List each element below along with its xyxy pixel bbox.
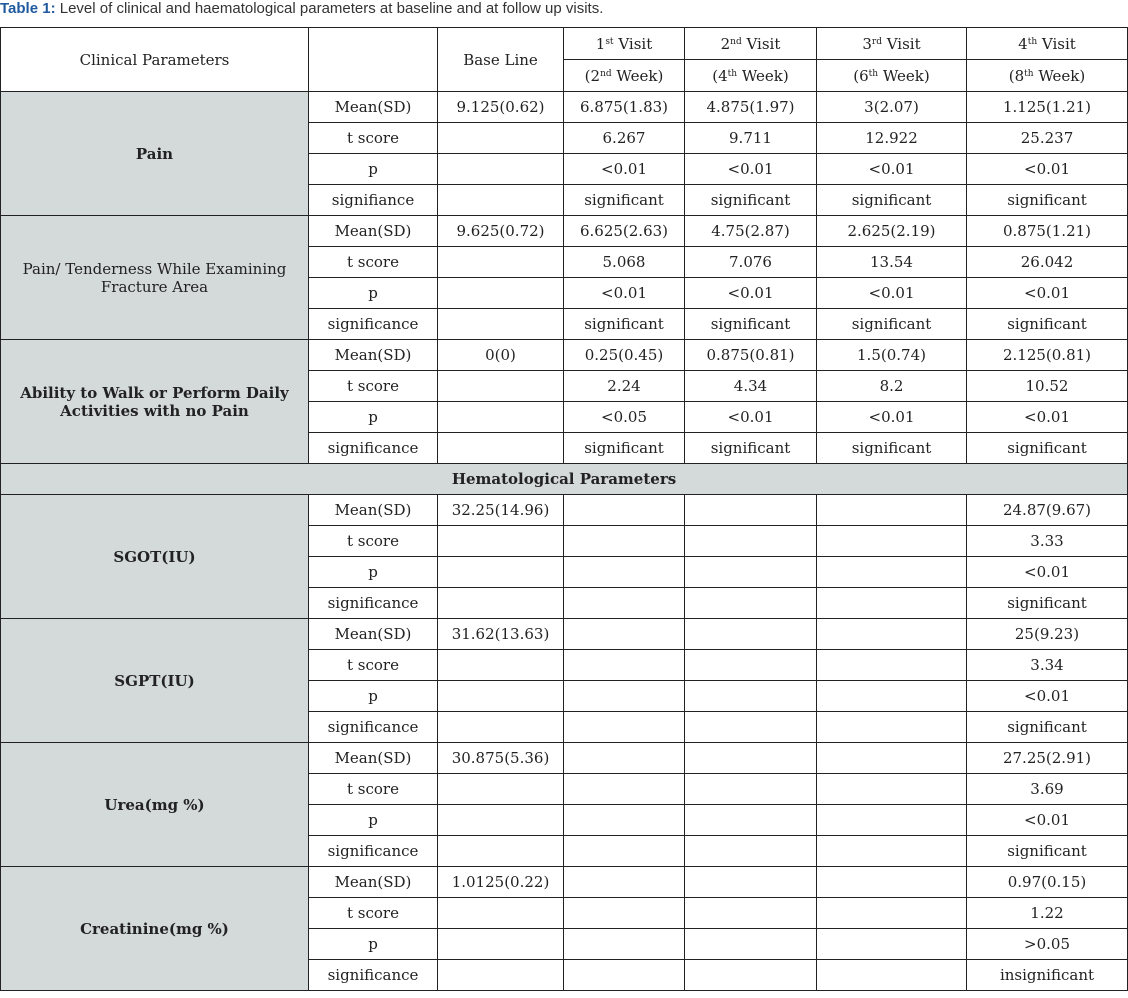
cell-v1: significant: [564, 433, 685, 464]
cell-v1: significant: [564, 185, 685, 216]
cell-v1: [564, 712, 685, 743]
cell-v2: <0.01: [685, 402, 817, 433]
header-visit-4: 4th Visit: [967, 28, 1128, 60]
row-label: p: [309, 154, 438, 185]
cell-v4: 2.125(0.81): [967, 340, 1128, 371]
row-label: Mean(SD): [309, 340, 438, 371]
cell-v4: <0.01: [967, 805, 1128, 836]
cell-v2: 7.076: [685, 247, 817, 278]
cell-baseline: [438, 774, 564, 805]
cell-v3: [817, 774, 967, 805]
parameter-group-name: Creatinine(mg %): [1, 867, 309, 991]
cell-v2: [685, 712, 817, 743]
cell-v1: [564, 743, 685, 774]
table-row: [1, 495, 1128, 526]
cell-v3: 1.5(0.74): [817, 340, 967, 371]
cell-v4: significant: [967, 836, 1128, 867]
cell-v4: 3.69: [967, 774, 1128, 805]
parameter-group-name: SGPT(IU): [1, 619, 309, 743]
cell-v4: significant: [967, 433, 1128, 464]
cell-v2: [685, 681, 817, 712]
cell-v4: 25.237: [967, 123, 1128, 154]
cell-v4: significant: [967, 309, 1128, 340]
cell-v2: [685, 588, 817, 619]
cell-v2: 9.711: [685, 123, 817, 154]
row-label: significance: [309, 836, 438, 867]
cell-v3: <0.01: [817, 278, 967, 309]
cell-v4: 25(9.23): [967, 619, 1128, 650]
cell-v2: [685, 774, 817, 805]
cell-v1: [564, 526, 685, 557]
cell-v2: 4.34: [685, 371, 817, 402]
cell-v1: [564, 898, 685, 929]
cell-v3: significant: [817, 433, 967, 464]
row-label: Mean(SD): [309, 743, 438, 774]
cell-baseline: [438, 526, 564, 557]
cell-baseline: [438, 433, 564, 464]
row-label: Mean(SD): [309, 92, 438, 123]
cell-baseline: 32.25(14.96): [438, 495, 564, 526]
cell-v1: [564, 867, 685, 898]
cell-v2: significant: [685, 433, 817, 464]
row-label: t score: [309, 526, 438, 557]
row-label: significance: [309, 960, 438, 991]
cell-v4: <0.01: [967, 278, 1128, 309]
cell-v3: [817, 681, 967, 712]
row-label: significance: [309, 433, 438, 464]
cell-v1: [564, 929, 685, 960]
header-visit-2: 2nd Visit: [685, 28, 817, 60]
row-label: Mean(SD): [309, 867, 438, 898]
cell-v1: 5.068: [564, 247, 685, 278]
cell-baseline: [438, 650, 564, 681]
cell-baseline: [438, 836, 564, 867]
cell-v3: [817, 712, 967, 743]
caption-text: Level of clinical and haematological parameters at baseline and at follow up visits.: [55, 0, 604, 17]
header-visit-3: 3rd Visit: [817, 28, 967, 60]
row-label: p: [309, 929, 438, 960]
cell-v2: [685, 867, 817, 898]
caption-label: Table 1:: [0, 0, 56, 17]
parameter-group-name: Urea(mg %): [1, 743, 309, 867]
header-week-1: (2nd Week): [564, 60, 685, 92]
cell-v1: <0.01: [564, 278, 685, 309]
row-label: p: [309, 681, 438, 712]
cell-v1: significant: [564, 309, 685, 340]
cell-v3: 3(2.07): [817, 92, 967, 123]
parameter-group-name: Ability to Walk or Perform Daily Activities with no Pain: [1, 340, 309, 464]
table-row: [1, 92, 1128, 123]
cell-v3: 13.54: [817, 247, 967, 278]
cell-v4: <0.01: [967, 557, 1128, 588]
table-row: [1, 216, 1128, 247]
cell-v3: [817, 898, 967, 929]
cell-v4: <0.01: [967, 681, 1128, 712]
header-week-3: (6th Week): [817, 60, 967, 92]
cell-v2: significant: [685, 309, 817, 340]
cell-v4: 1.22: [967, 898, 1128, 929]
cell-v1: 6.267: [564, 123, 685, 154]
cell-baseline: 9.125(0.62): [438, 92, 564, 123]
cell-v1: [564, 650, 685, 681]
cell-v4: 10.52: [967, 371, 1128, 402]
cell-v2: <0.01: [685, 154, 817, 185]
table-row: [1, 619, 1128, 650]
cell-v3: significant: [817, 309, 967, 340]
cell-v2: 0.875(0.81): [685, 340, 817, 371]
cell-v1: [564, 836, 685, 867]
cell-v1: [564, 557, 685, 588]
row-label: t score: [309, 774, 438, 805]
cell-v3: [817, 805, 967, 836]
cell-baseline: 30.875(5.36): [438, 743, 564, 774]
cell-v4: 3.34: [967, 650, 1128, 681]
parameters-table: [0, 27, 1128, 991]
cell-v2: [685, 743, 817, 774]
cell-baseline: 9.625(0.72): [438, 216, 564, 247]
header-week-4: (8th Week): [967, 60, 1128, 92]
cell-v4: 27.25(2.91): [967, 743, 1128, 774]
cell-v4: 1.125(1.21): [967, 92, 1128, 123]
cell-v4: 24.87(9.67): [967, 495, 1128, 526]
cell-v2: <0.01: [685, 278, 817, 309]
row-label: Mean(SD): [309, 216, 438, 247]
cell-v4: significant: [967, 588, 1128, 619]
cell-v4: <0.01: [967, 402, 1128, 433]
cell-v3: [817, 526, 967, 557]
cell-v1: 0.25(0.45): [564, 340, 685, 371]
row-label: p: [309, 278, 438, 309]
cell-v3: <0.01: [817, 154, 967, 185]
parameter-group-name: SGOT(IU): [1, 495, 309, 619]
table-row: [1, 743, 1128, 774]
row-label: significance: [309, 309, 438, 340]
cell-v3: [817, 557, 967, 588]
cell-v4: 0.875(1.21): [967, 216, 1128, 247]
cell-v3: [817, 960, 967, 991]
cell-baseline: 0(0): [438, 340, 564, 371]
cell-v3: <0.01: [817, 402, 967, 433]
cell-v2: [685, 650, 817, 681]
cell-v3: [817, 619, 967, 650]
cell-baseline: [438, 278, 564, 309]
cell-v3: [817, 929, 967, 960]
header-week-2: (4th Week): [685, 60, 817, 92]
cell-v2: [685, 619, 817, 650]
row-label: t score: [309, 371, 438, 402]
cell-baseline: [438, 154, 564, 185]
cell-baseline: [438, 805, 564, 836]
cell-baseline: [438, 371, 564, 402]
row-label: t score: [309, 123, 438, 154]
cell-v2: [685, 805, 817, 836]
cell-baseline: [438, 929, 564, 960]
cell-v1: [564, 774, 685, 805]
cell-v2: [685, 557, 817, 588]
row-label: significance: [309, 588, 438, 619]
cell-v1: 2.24: [564, 371, 685, 402]
cell-v2: [685, 836, 817, 867]
cell-baseline: [438, 557, 564, 588]
cell-v2: [685, 960, 817, 991]
table-row: [1, 340, 1128, 371]
header-baseline: Base Line: [438, 28, 564, 92]
cell-v2: significant: [685, 185, 817, 216]
cell-v2: [685, 526, 817, 557]
cell-v4: 26.042: [967, 247, 1128, 278]
cell-v1: [564, 960, 685, 991]
cell-v3: [817, 588, 967, 619]
cell-v4: 3.33: [967, 526, 1128, 557]
row-label: significance: [309, 712, 438, 743]
header-visit-1: 1st Visit: [564, 28, 685, 60]
parameter-group-name: Pain/ Tenderness While Examining Fracture Area: [1, 216, 309, 340]
cell-v4: 0.97(0.15): [967, 867, 1128, 898]
cell-v3: [817, 867, 967, 898]
cell-v1: 6.625(2.63): [564, 216, 685, 247]
cell-baseline: [438, 588, 564, 619]
cell-baseline: 31.62(13.63): [438, 619, 564, 650]
cell-baseline: [438, 309, 564, 340]
parameter-group-name: Pain: [1, 92, 309, 216]
cell-baseline: [438, 898, 564, 929]
cell-v4: significant: [967, 185, 1128, 216]
row-label: t score: [309, 650, 438, 681]
cell-v3: 2.625(2.19): [817, 216, 967, 247]
table-caption: [0, 0, 603, 18]
section-title: Hematological Parameters: [1, 464, 1128, 495]
cell-v4: insignificant: [967, 960, 1128, 991]
cell-baseline: [438, 681, 564, 712]
row-label: Mean(SD): [309, 495, 438, 526]
cell-v4: <0.01: [967, 154, 1128, 185]
header-row-1: [1, 28, 1128, 60]
cell-v1: <0.05: [564, 402, 685, 433]
row-label: p: [309, 402, 438, 433]
cell-baseline: [438, 960, 564, 991]
cell-v4: >0.05: [967, 929, 1128, 960]
table-body: [1, 28, 1128, 991]
cell-v1: <0.01: [564, 154, 685, 185]
cell-v2: [685, 929, 817, 960]
cell-v3: [817, 650, 967, 681]
cell-v3: [817, 836, 967, 867]
cell-v2: [685, 898, 817, 929]
row-label: Mean(SD): [309, 619, 438, 650]
section-row: [1, 464, 1128, 495]
cell-v1: [564, 495, 685, 526]
cell-v3: significant: [817, 185, 967, 216]
row-label: p: [309, 805, 438, 836]
cell-v1: [564, 588, 685, 619]
cell-baseline: [438, 247, 564, 278]
cell-v4: significant: [967, 712, 1128, 743]
cell-v2: 4.875(1.97): [685, 92, 817, 123]
cell-v3: [817, 495, 967, 526]
cell-baseline: [438, 402, 564, 433]
cell-v1: [564, 619, 685, 650]
cell-v2: [685, 495, 817, 526]
header-clinical-parameters: Clinical Parameters: [1, 28, 309, 92]
cell-v3: [817, 743, 967, 774]
header-empty: [309, 28, 438, 92]
table-row: [1, 867, 1128, 898]
cell-v3: 12.922: [817, 123, 967, 154]
cell-v1: [564, 681, 685, 712]
cell-v2: 4.75(2.87): [685, 216, 817, 247]
cell-baseline: [438, 123, 564, 154]
cell-v3: 8.2: [817, 371, 967, 402]
cell-baseline: [438, 712, 564, 743]
cell-v1: [564, 805, 685, 836]
cell-baseline: [438, 185, 564, 216]
row-label: t score: [309, 898, 438, 929]
row-label: p: [309, 557, 438, 588]
row-label: signifiance: [309, 185, 438, 216]
cell-baseline: 1.0125(0.22): [438, 867, 564, 898]
row-label: t score: [309, 247, 438, 278]
cell-v1: 6.875(1.83): [564, 92, 685, 123]
